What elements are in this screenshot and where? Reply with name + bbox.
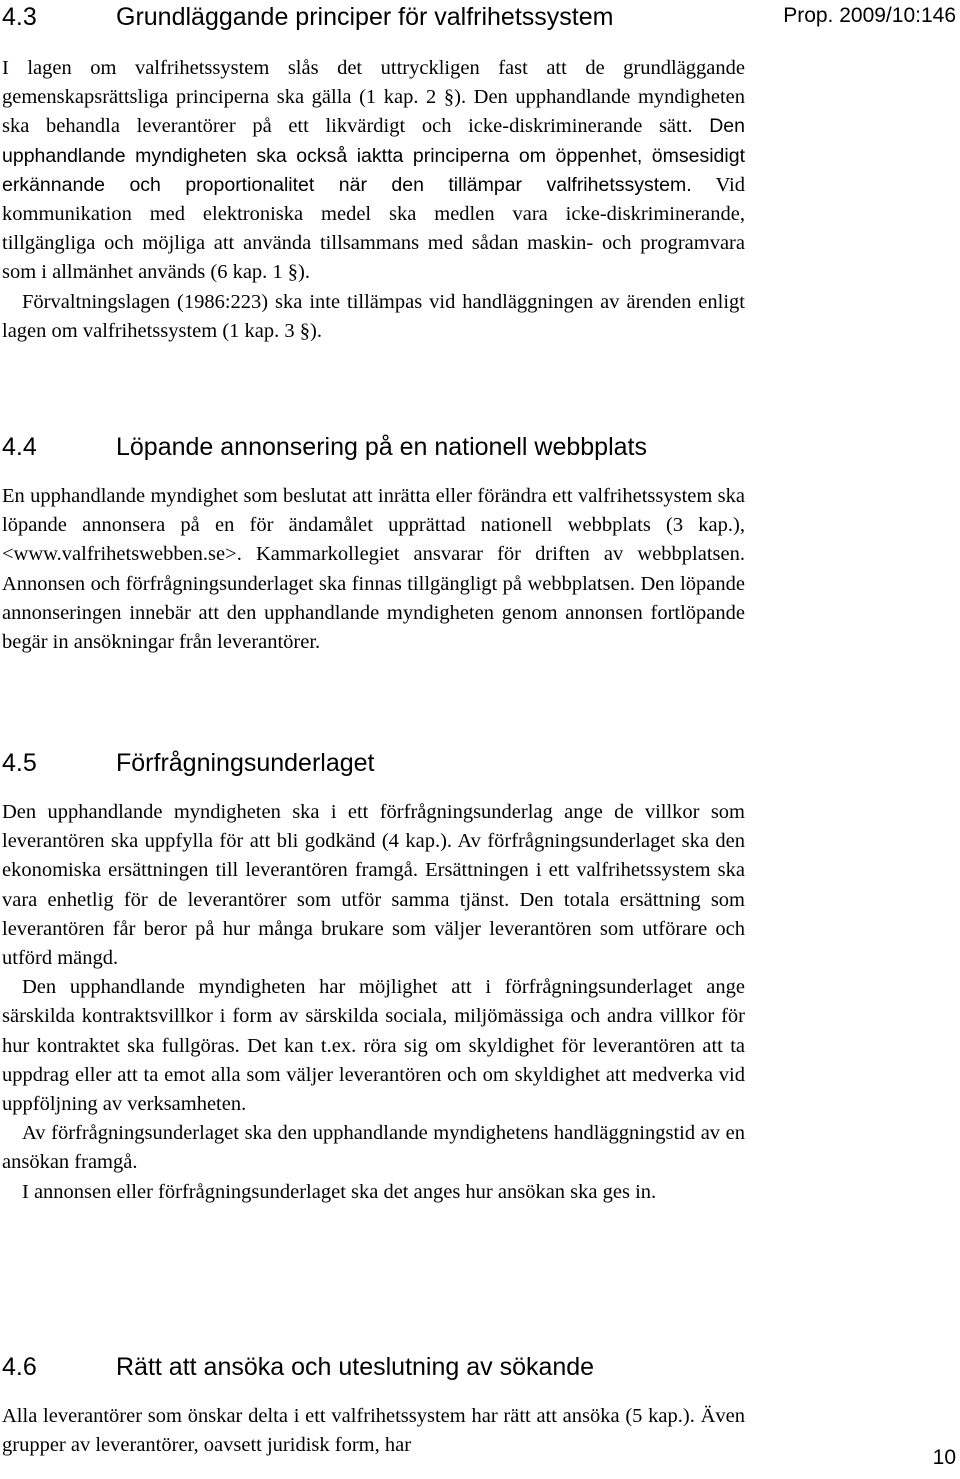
- section-4-4: [2, 432, 745, 657]
- section-number: 4.6: [2, 1353, 37, 1381]
- proposition-reference: Prop. 2009/10:146: [783, 4, 956, 27]
- paragraph: Den upphandlande myndigheten ska i ett förfrågningsunderlag ange de villkor som leverantören ska uppfylla för att bli godkänd (4 kap.). Av förfrågningsunderlaget ska den ekonomiska ersättningen till leverantören framgå. Ersättningen i ett valfrihetssystem ska vara enhetlig för de leverantörer som utför samma tjänst. Den totala ersättning som leverantören får beror på hur många brukare som väljer leverantören som utförare och utförd mängd.: [2, 801, 745, 970]
- paragraph: Alla leverantörer som önskar delta i ett valfrihetssystem har rätt att ansöka (5 kap.). Även grupper av leverantörer, oavsett juridisk form, har: [2, 1405, 745, 1457]
- paragraph: [2, 54, 745, 288]
- section-number: 4.5: [2, 749, 37, 777]
- section-heading: [2, 0, 745, 36]
- section-4-5: [2, 748, 745, 1207]
- section-number: 4.3: [2, 3, 37, 31]
- page-number: 10: [932, 1446, 956, 1469]
- paragraph: En upphandlande myndighet som beslutat att inrätta eller förändra ett valfrihetssystem ska löpande annonsera på en för ändamålet upprättad nationell webbplats (3 kap.), <www.valfrihetswebben.se>. Kammarkollegiet ansvarar för driften av webbplatsen. Annonsen och förfrågningsunderlaget ska finnas tillgängligt på webbplatsen. Den löpande annonseringen innebär att den upphandlande myndigheten genom annonsen fortlöpande begär in ansökningar från leverantörer.: [2, 485, 745, 654]
- section-heading: [2, 748, 745, 780]
- paragraph-sentence: Vid kommunikation med elektroniska medel ska medlen vara icke-diskriminerande, tillgängliga och möjliga att använda tillsammans med sådan maskin- och programvara som i allmänhet används (6 kap. 1 §).: [2, 173, 745, 284]
- section-title: Förfrågningsunderlaget: [116, 749, 375, 777]
- section-heading: [2, 432, 745, 464]
- section-title: Grundläggande principer för valfrihetssystem: [116, 3, 614, 31]
- section-title: Löpande annonsering på en nationell webbplats: [116, 433, 647, 461]
- paragraph-sentence: Den upphandlande myndigheten ska också iaktta principerna om öppenhet, ömsesidigt erkännande och proportionalitet när den tillämpar valfrihetssystem.: [2, 115, 745, 196]
- section-title: Rätt att ansöka och uteslutning av sökande: [116, 1353, 595, 1381]
- section-4-6: [2, 1352, 745, 1460]
- section-heading: [2, 1352, 745, 1384]
- paragraph: I annonsen eller förfrågningsunderlaget ska det anges hur ansökan ska ges in.: [22, 1180, 657, 1203]
- paragraph: Förvaltningslagen (1986:223) ska inte tillämpas vid handläggningen av ärenden enligt lagen om valfrihetssystem (1 kap. 3 §).: [2, 290, 745, 342]
- section-number: 4.4: [2, 433, 37, 461]
- paragraph-sentence: I lagen om valfrihetssystem slås det uttryckligen fast att de grundläggande gemenskapsrättsliga principerna ska gälla (1 kap. 2 §). Den upphandlande myndigheten ska behandla leverantörer på ett likvärdigt och icke-diskriminerande sätt.: [2, 57, 745, 138]
- paragraph: Den upphandlande myndigheten har möjlighet att i förfrågningsunderlaget ange särskilda kontraktsvillkor i form av särskilda sociala, miljömässiga och andra villkor för hur kontraktet ska fullgöras. Det kan t.ex. röra sig om skyldighet för leverantören att ta uppdrag eller att ta emot alla som väljer leverantören och om skyldighet att medverka vid uppföljning av verksamheten.: [2, 976, 745, 1116]
- section-4-3: [2, 0, 745, 346]
- paragraph: Av förfrågningsunderlaget ska den upphandlande myndighetens handläggningstid av en ansökan framgå.: [2, 1122, 745, 1174]
